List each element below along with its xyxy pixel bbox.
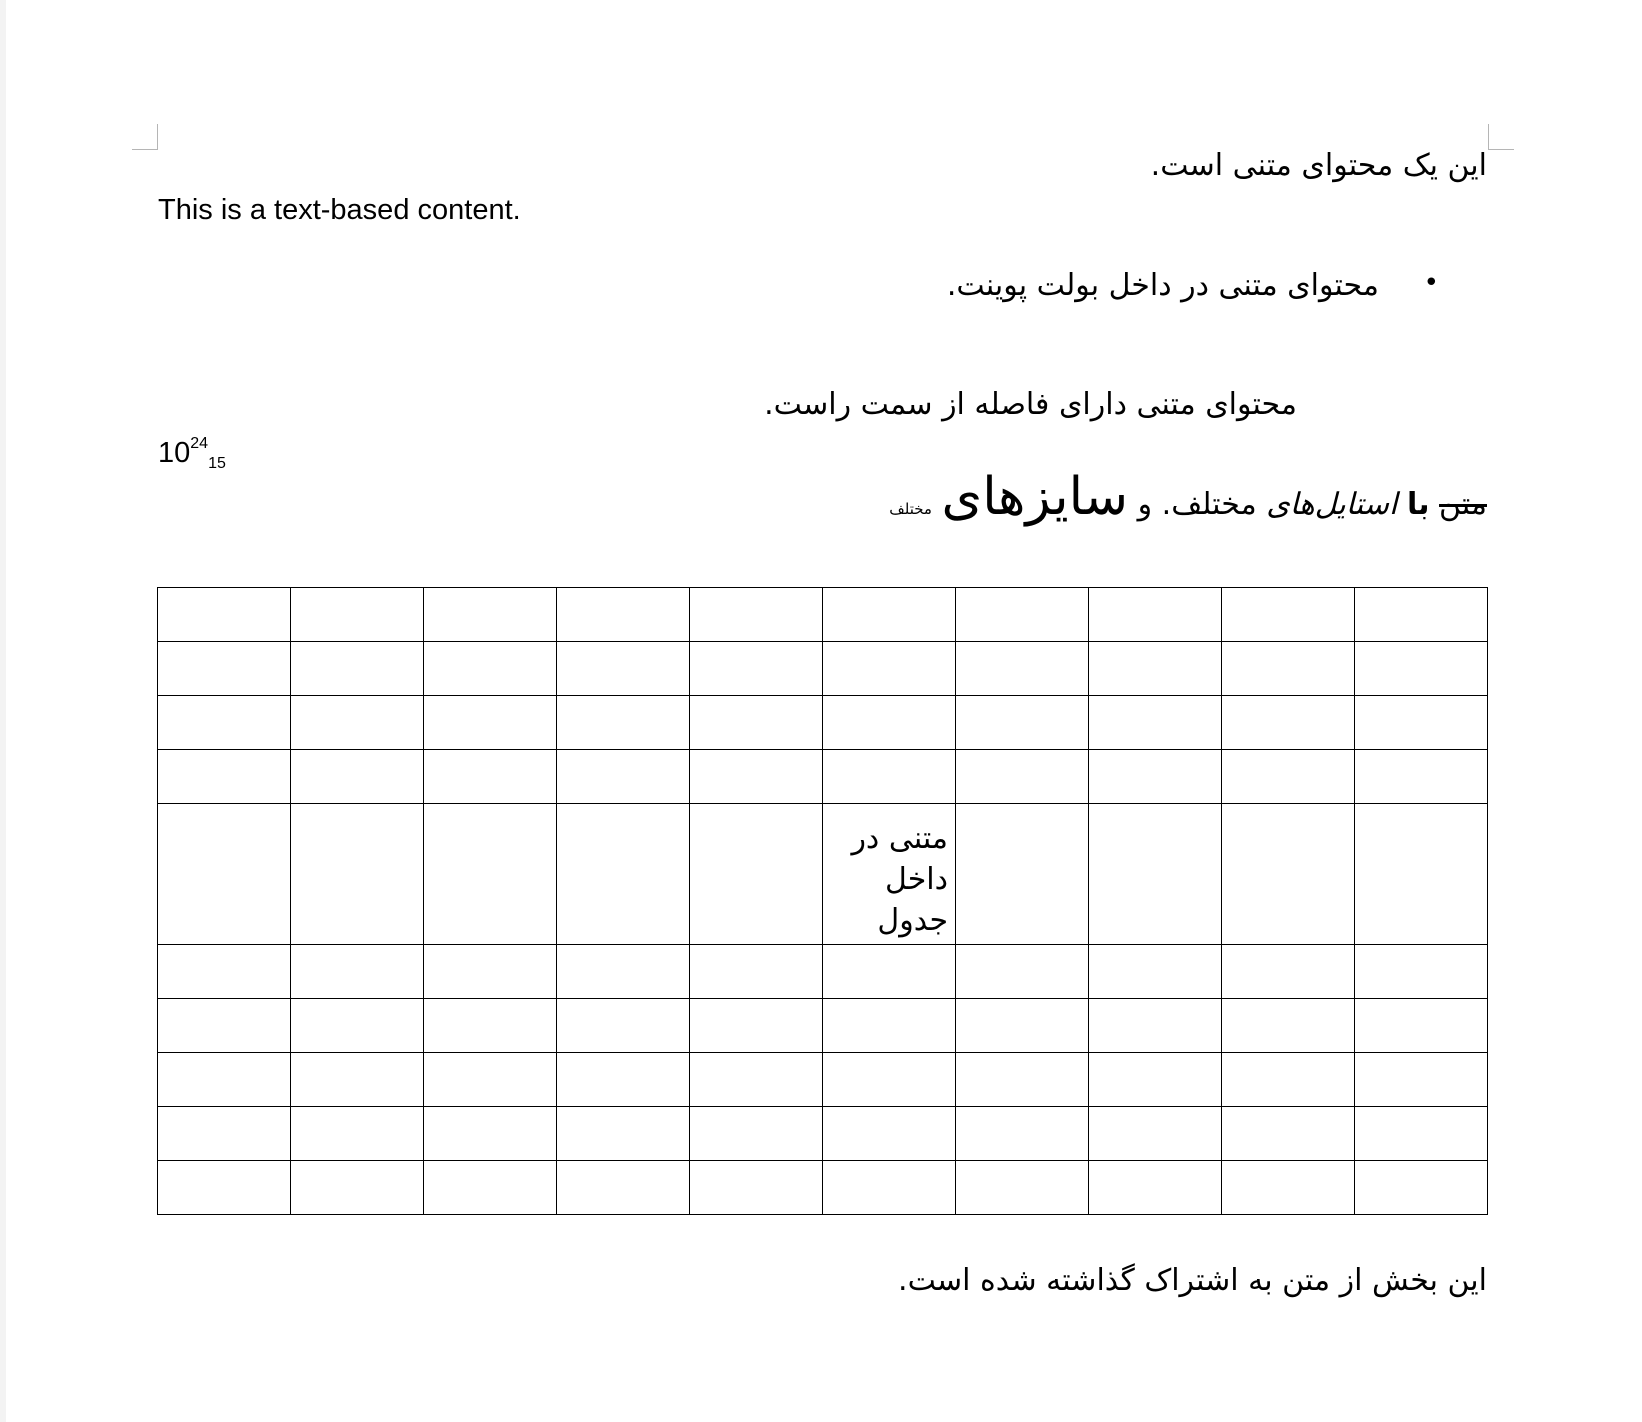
table-cell[interactable] <box>424 1107 557 1161</box>
table-cell[interactable] <box>158 1053 291 1107</box>
table-cell[interactable] <box>424 1161 557 1215</box>
table-cell[interactable] <box>424 945 557 999</box>
table-cell[interactable] <box>690 750 823 804</box>
paragraph-farsi-intro[interactable]: این یک محتوای متنی است. <box>1150 148 1487 183</box>
table-row <box>158 1053 1488 1107</box>
table-cell[interactable] <box>557 945 690 999</box>
table-row <box>158 804 1488 945</box>
table-cell[interactable] <box>956 804 1089 945</box>
table-cell[interactable] <box>1355 1053 1488 1107</box>
table-cell[interactable] <box>291 945 424 999</box>
table-cell[interactable] <box>291 804 424 945</box>
large-text: سایزهای <box>941 467 1129 527</box>
table-cell[interactable] <box>424 999 557 1053</box>
table-cell[interactable] <box>1089 1107 1222 1161</box>
exponent-base: 10 <box>158 437 191 469</box>
table-cell[interactable] <box>690 642 823 696</box>
table-cell[interactable] <box>1089 945 1222 999</box>
table-cell[interactable] <box>823 945 956 999</box>
table-cell[interactable] <box>956 642 1089 696</box>
table-cell[interactable] <box>424 588 557 642</box>
table-cell[interactable] <box>1089 588 1222 642</box>
document-table[interactable] <box>157 587 1488 1215</box>
table-cell[interactable] <box>291 642 424 696</box>
table-cell[interactable] <box>690 696 823 750</box>
table-cell[interactable] <box>823 696 956 750</box>
table-cell[interactable] <box>690 588 823 642</box>
table-cell[interactable] <box>158 642 291 696</box>
table-cell[interactable] <box>956 999 1089 1053</box>
table-cell[interactable] <box>823 750 956 804</box>
table-cell[interactable] <box>1222 1053 1355 1107</box>
table-cell[interactable] <box>158 1161 291 1215</box>
table-cell[interactable] <box>823 642 956 696</box>
table-cell[interactable] <box>557 588 690 642</box>
table-cell[interactable] <box>424 696 557 750</box>
strikethrough-text: متن <box>1439 487 1487 522</box>
table-cell[interactable] <box>291 1107 424 1161</box>
table-cell[interactable] <box>956 945 1089 999</box>
table-cell[interactable] <box>158 588 291 642</box>
paragraph-shared-section[interactable]: این بخش از متن به اشتراک گذاشته شده است. <box>898 1263 1487 1298</box>
table-cell[interactable] <box>956 1107 1089 1161</box>
table-cell[interactable] <box>823 1161 956 1215</box>
table-cell[interactable] <box>690 1107 823 1161</box>
table-cell[interactable] <box>1355 804 1488 945</box>
table-cell[interactable] <box>1355 642 1488 696</box>
table-row <box>158 1107 1488 1161</box>
table-cell[interactable] <box>690 1161 823 1215</box>
letter-spaced-text: مختلف. <box>1161 487 1257 522</box>
table-cell[interactable] <box>956 588 1089 642</box>
table-cell[interactable] <box>158 804 291 945</box>
table-cell[interactable] <box>1355 1107 1488 1161</box>
italic-text: استایل‌های <box>1266 487 1398 522</box>
table-cell[interactable] <box>956 1161 1089 1215</box>
table-cell[interactable] <box>557 999 690 1053</box>
bold-text: با <box>1406 487 1430 522</box>
table-cell[interactable] <box>823 1107 956 1161</box>
table-cell[interactable] <box>1222 1161 1355 1215</box>
table-cell[interactable] <box>956 696 1089 750</box>
table-cell[interactable] <box>1089 804 1222 945</box>
table-row <box>158 696 1488 750</box>
table-cell[interactable] <box>1222 642 1355 696</box>
table-cell[interactable] <box>291 588 424 642</box>
table-cell[interactable] <box>1222 750 1355 804</box>
table-cell[interactable] <box>956 750 1089 804</box>
table-cell[interactable] <box>690 1053 823 1107</box>
table-row <box>158 945 1488 999</box>
table-cell[interactable] <box>291 999 424 1053</box>
table-cell[interactable] <box>1222 804 1355 945</box>
margin-corner-top-right <box>1488 124 1514 150</box>
paragraph-right-indented[interactable]: محتوای متنی دارای فاصله از سمت راست. <box>764 387 1297 422</box>
table-cell[interactable] <box>1222 945 1355 999</box>
exponent-superscript: 24 <box>190 435 209 452</box>
small-text: مختلف <box>889 500 932 518</box>
exponent-subscript: 15 <box>208 455 226 472</box>
table-row <box>158 588 1488 642</box>
table-row <box>158 999 1488 1053</box>
table-cell[interactable] <box>1089 642 1222 696</box>
table-cell[interactable] <box>1355 588 1488 642</box>
table-cell[interactable] <box>158 945 291 999</box>
table-cell[interactable] <box>1355 945 1488 999</box>
table-cell[interactable] <box>291 696 424 750</box>
bullet-item-text[interactable]: محتوای متنی در داخل بولت پوینت. <box>946 268 1379 303</box>
table-cell[interactable] <box>291 1053 424 1107</box>
bullet-icon: • <box>1423 268 1439 298</box>
table-cell[interactable] <box>557 1161 690 1215</box>
table-cell[interactable] <box>823 804 956 945</box>
paragraph-english-intro[interactable]: This is a text-based content. <box>158 194 521 226</box>
table-cell[interactable] <box>557 750 690 804</box>
table-cell[interactable] <box>1089 1161 1222 1215</box>
styled-text-line[interactable] <box>889 462 1487 544</box>
table-cell[interactable] <box>823 588 956 642</box>
table-cell[interactable] <box>557 804 690 945</box>
table-cell[interactable] <box>158 999 291 1053</box>
table-cell[interactable] <box>1222 588 1355 642</box>
table-cell[interactable] <box>1089 999 1222 1053</box>
table-cell[interactable] <box>424 1053 557 1107</box>
table-cell[interactable] <box>1089 750 1222 804</box>
exponent-expression[interactable] <box>158 435 226 473</box>
table-cell[interactable] <box>291 1161 424 1215</box>
table-cell[interactable] <box>823 999 956 1053</box>
table-cell[interactable] <box>557 1053 690 1107</box>
table-cell[interactable] <box>557 696 690 750</box>
table-cell[interactable] <box>1355 750 1488 804</box>
table-cell[interactable] <box>424 750 557 804</box>
table-row <box>158 750 1488 804</box>
table-cell[interactable] <box>690 804 823 945</box>
table-cell[interactable] <box>1089 1053 1222 1107</box>
table-cell[interactable] <box>1222 999 1355 1053</box>
table-cell[interactable] <box>424 804 557 945</box>
table-cell[interactable] <box>158 696 291 750</box>
table-cell[interactable] <box>1222 696 1355 750</box>
table-cell[interactable] <box>1089 696 1222 750</box>
table-cell[interactable] <box>1355 696 1488 750</box>
table-cell[interactable] <box>690 945 823 999</box>
table-cell[interactable] <box>956 1053 1089 1107</box>
table-cell[interactable] <box>690 999 823 1053</box>
table-cell[interactable] <box>158 750 291 804</box>
table-cell[interactable] <box>424 642 557 696</box>
plain-text: و <box>1137 487 1153 522</box>
table-cell[interactable] <box>1355 999 1488 1053</box>
table-row <box>158 1161 1488 1215</box>
table-cell-text: متنی در داخل جدول <box>851 821 948 938</box>
table-row <box>158 642 1488 696</box>
table-cell[interactable] <box>557 642 690 696</box>
margin-corner-top-left <box>132 124 158 150</box>
table-cell[interactable] <box>1355 1161 1488 1215</box>
table-cell[interactable] <box>823 1053 956 1107</box>
page-edge <box>0 0 6 1422</box>
table-cell[interactable] <box>557 1107 690 1161</box>
table-cell[interactable] <box>1222 1107 1355 1161</box>
table-cell[interactable] <box>158 1107 291 1161</box>
table-cell[interactable] <box>291 750 424 804</box>
